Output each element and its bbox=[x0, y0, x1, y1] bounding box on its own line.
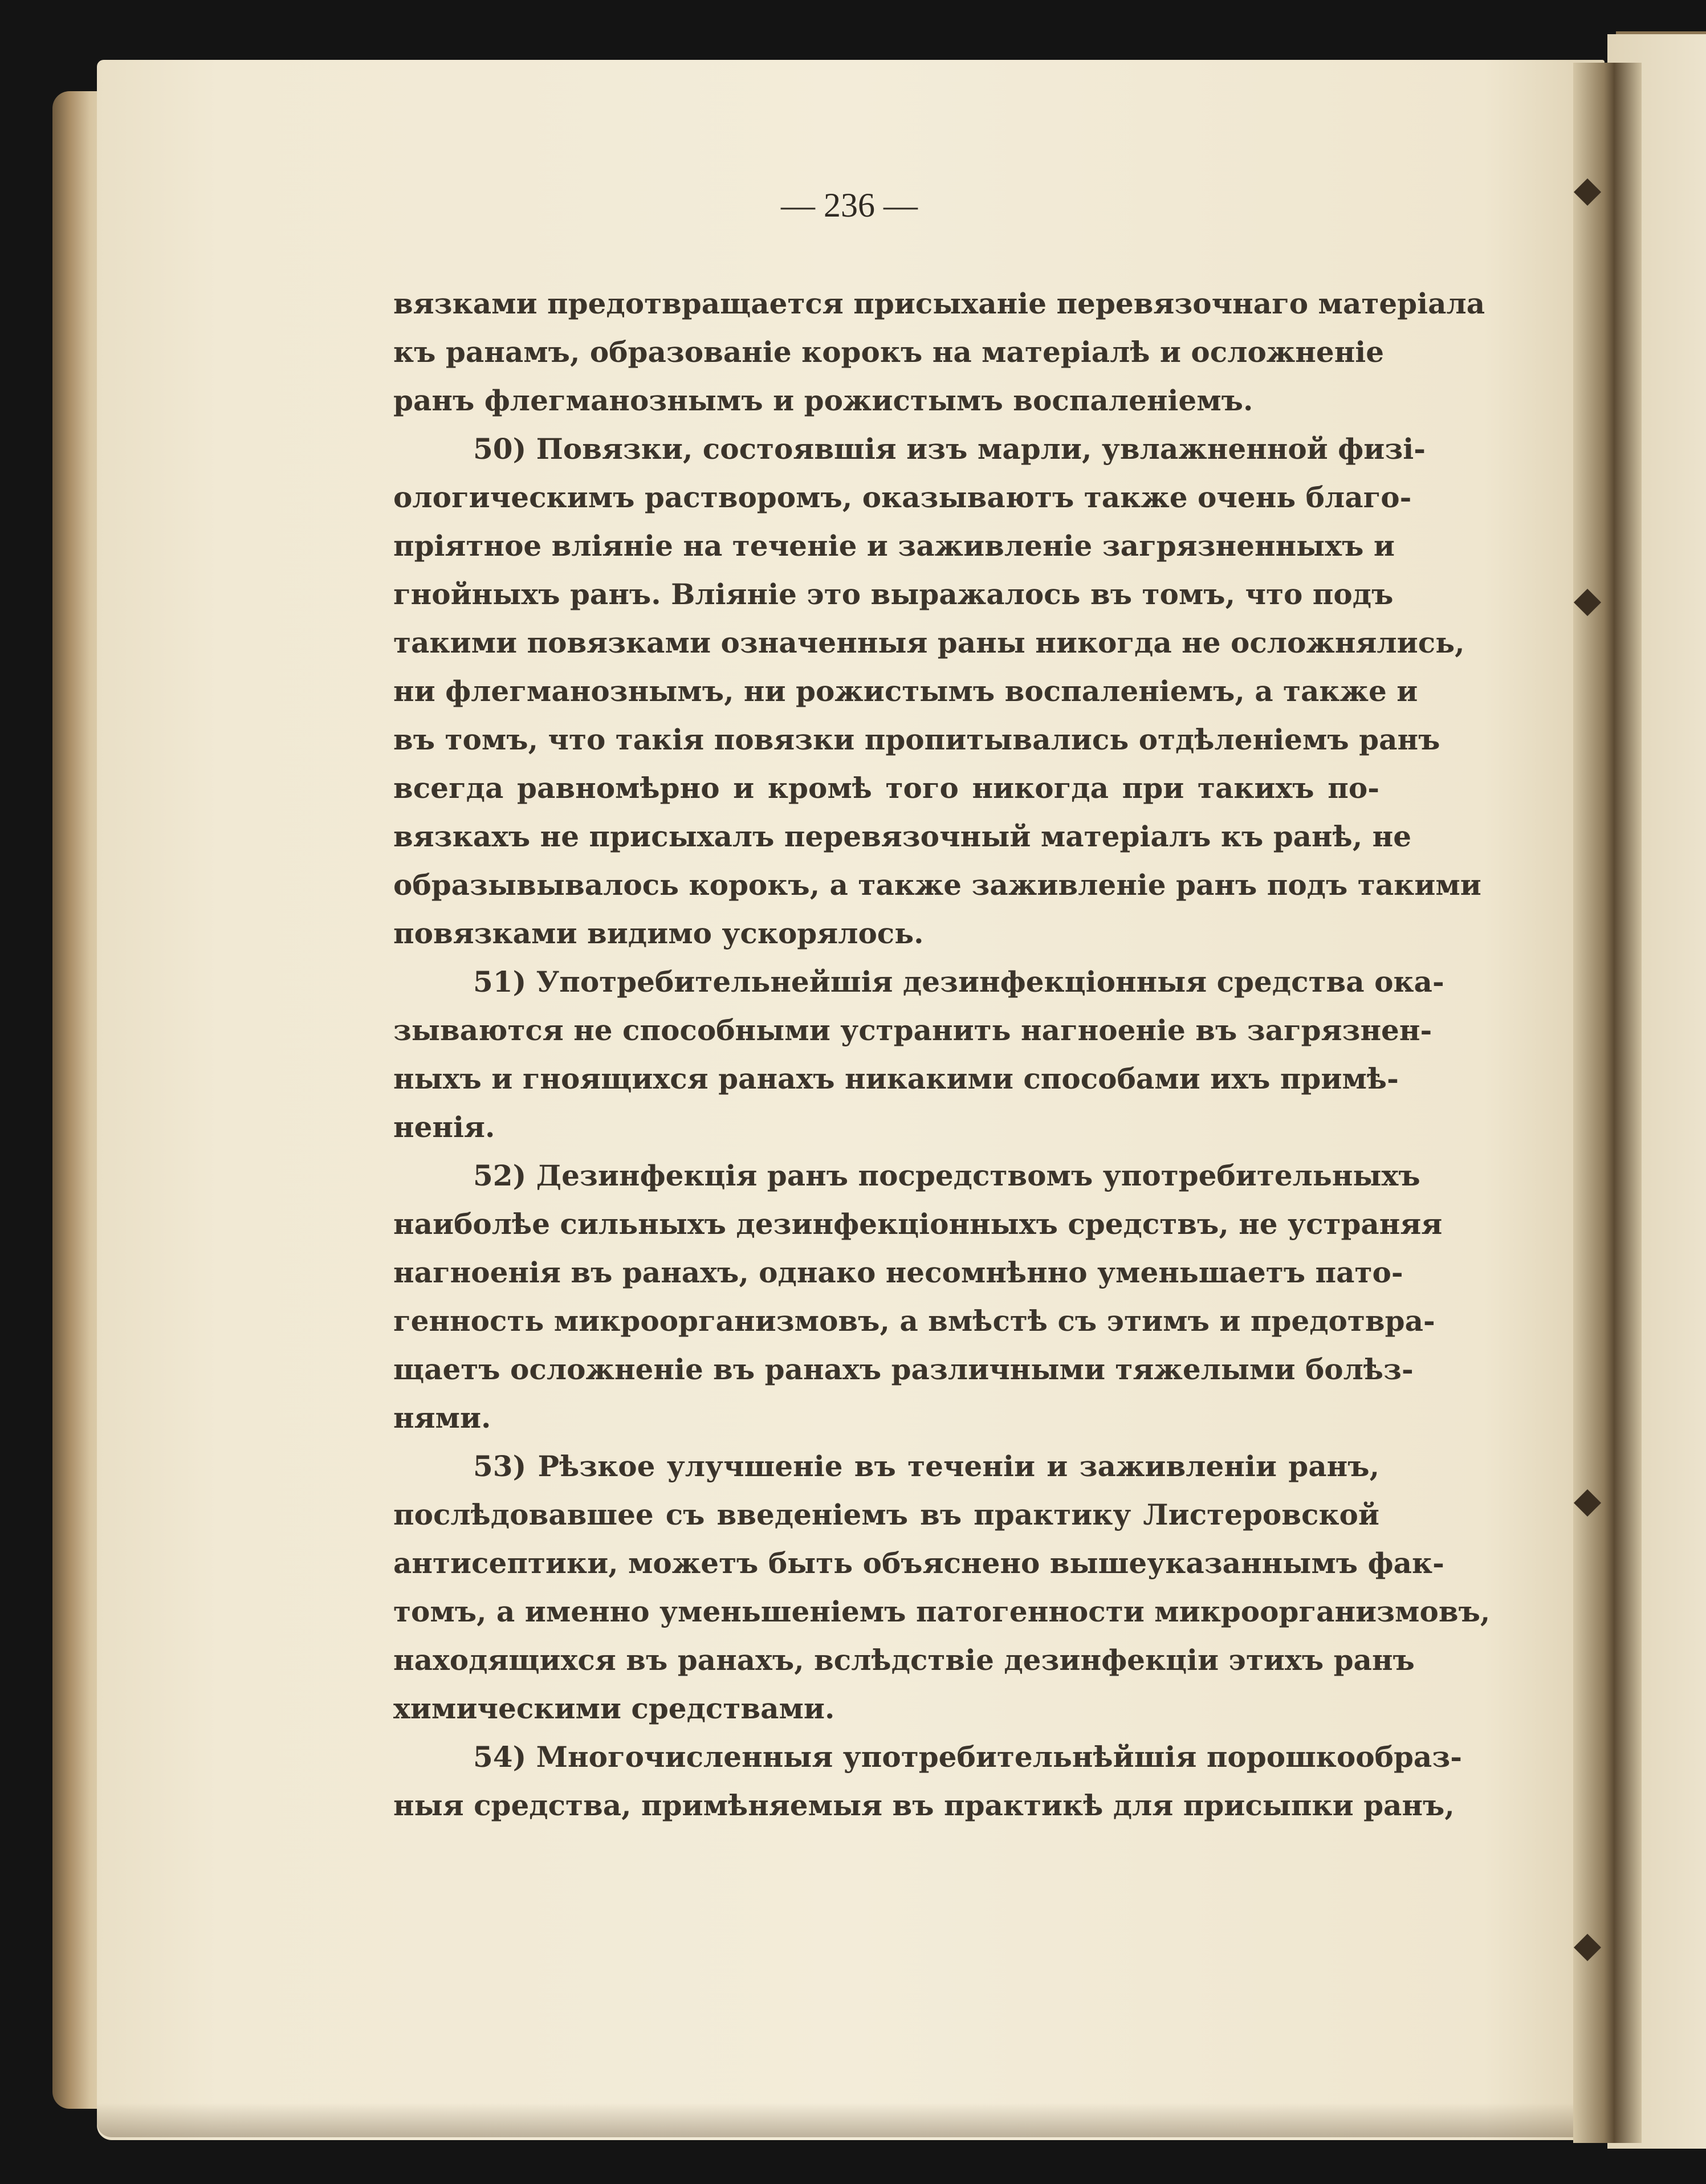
text-line: къ ранамъ, образованіе корокъ на матеріалѣ и осложненіе bbox=[393, 335, 1385, 369]
page-bottom-shadow bbox=[97, 2103, 1605, 2137]
text-line: повязками видимо ускорялось. bbox=[393, 916, 924, 950]
paragraph bbox=[393, 279, 1485, 425]
text-line: нями. bbox=[393, 1401, 491, 1435]
text-line: вязками предотвращается присыханіе перевязочнаго матеріала bbox=[393, 287, 1485, 320]
text-line: нагноенія въ ранахъ, однако несомнѣнно уменьшаетъ пато- bbox=[393, 1256, 1403, 1289]
text-line: ни флегманознымъ, ни рожистымъ воспаленіемъ, а также и bbox=[393, 674, 1418, 708]
text-line: въ томъ, что такія повязки пропитывались отдѣленіемъ ранъ bbox=[393, 723, 1440, 756]
text-line: антисептики, можетъ быть объяснено вышеуказаннымъ фак- bbox=[393, 1546, 1444, 1580]
text-line: вязкахъ не присыхалъ перевязочный матеріалъ къ ранѣ, не bbox=[393, 820, 1412, 853]
text-line: гнойныхъ ранъ. Вліяніе это выражалось въ томъ, что подъ bbox=[393, 577, 1394, 611]
text-line: томъ, а именно уменьшеніемъ патогенности микроорганизмовъ, bbox=[393, 1595, 1491, 1628]
text-line: щаетъ осложненіе въ ранахъ различными тяжелыми болѣз- bbox=[393, 1352, 1414, 1386]
text-line: ненія. bbox=[393, 1110, 495, 1144]
paragraph bbox=[393, 1151, 1443, 1442]
text-line: ранъ флегманознымъ и рожистымъ воспаленіемъ. bbox=[393, 384, 1253, 417]
text-line: ныхъ и гноящихся ранахъ никакими способами ихъ примѣ- bbox=[393, 1062, 1399, 1095]
text-line: всегда равномѣрно и кромѣ того никогда при такихъ по- bbox=[393, 771, 1379, 805]
binding-gutter bbox=[1573, 63, 1642, 2143]
text-line: 53) Рѣзкое улучшеніе въ теченіи и заживленіи ранъ, bbox=[473, 1449, 1379, 1483]
text-line: генность микроорганизмовъ, а вмѣстѣ съ этимъ и предотвра- bbox=[393, 1304, 1435, 1338]
paragraphs bbox=[393, 279, 1491, 1829]
text-line: такими повязками означенныя раны никогда не осложнялись, bbox=[393, 626, 1465, 659]
text-line: 50) Повязки, состоявшія изъ марли, увлажненной физі- bbox=[473, 432, 1426, 466]
text-line: 52) Дезинфекція ранъ посредствомъ употребительныхъ bbox=[473, 1159, 1420, 1192]
paragraph bbox=[393, 1442, 1491, 1733]
text-line: химическими средствами. bbox=[393, 1692, 835, 1725]
text-line: 54) Многочисленныя употребительнѣйшія порошкообраз- bbox=[473, 1740, 1462, 1774]
text-line: 51) Употребительнейшія дезинфекціонныя средства ока- bbox=[473, 965, 1444, 999]
text-line: образывывалось корокъ, а также заживленіе ранъ подъ такими bbox=[393, 868, 1481, 902]
page-number: — 236 — bbox=[781, 186, 918, 224]
page-text bbox=[393, 182, 1491, 1829]
text-line: находящихся въ ранахъ, вслѣдствіе дезинфекціи этихъ ранъ bbox=[393, 1643, 1415, 1677]
paragraph bbox=[393, 957, 1444, 1151]
text-line: ныя средства, примѣняемыя въ практикѣ для присыпки ранъ, bbox=[393, 1788, 1455, 1822]
text-line: наиболѣе сильныхъ дезинфекціонныхъ средствъ, не устраняя bbox=[393, 1207, 1443, 1241]
text-line: послѣдовавшее съ введеніемъ въ практику Листеровской bbox=[393, 1498, 1379, 1531]
text-line: пріятное вліяніе на теченіе и заживленіе загрязненныхъ и bbox=[393, 529, 1395, 563]
text-line: зываются не способными устранить нагноеніе въ загрязнен- bbox=[393, 1013, 1432, 1047]
text-line: ологическимъ растворомъ, оказываютъ также очень благо- bbox=[393, 480, 1412, 514]
paragraph bbox=[393, 1733, 1462, 1829]
paragraph bbox=[393, 425, 1481, 957]
